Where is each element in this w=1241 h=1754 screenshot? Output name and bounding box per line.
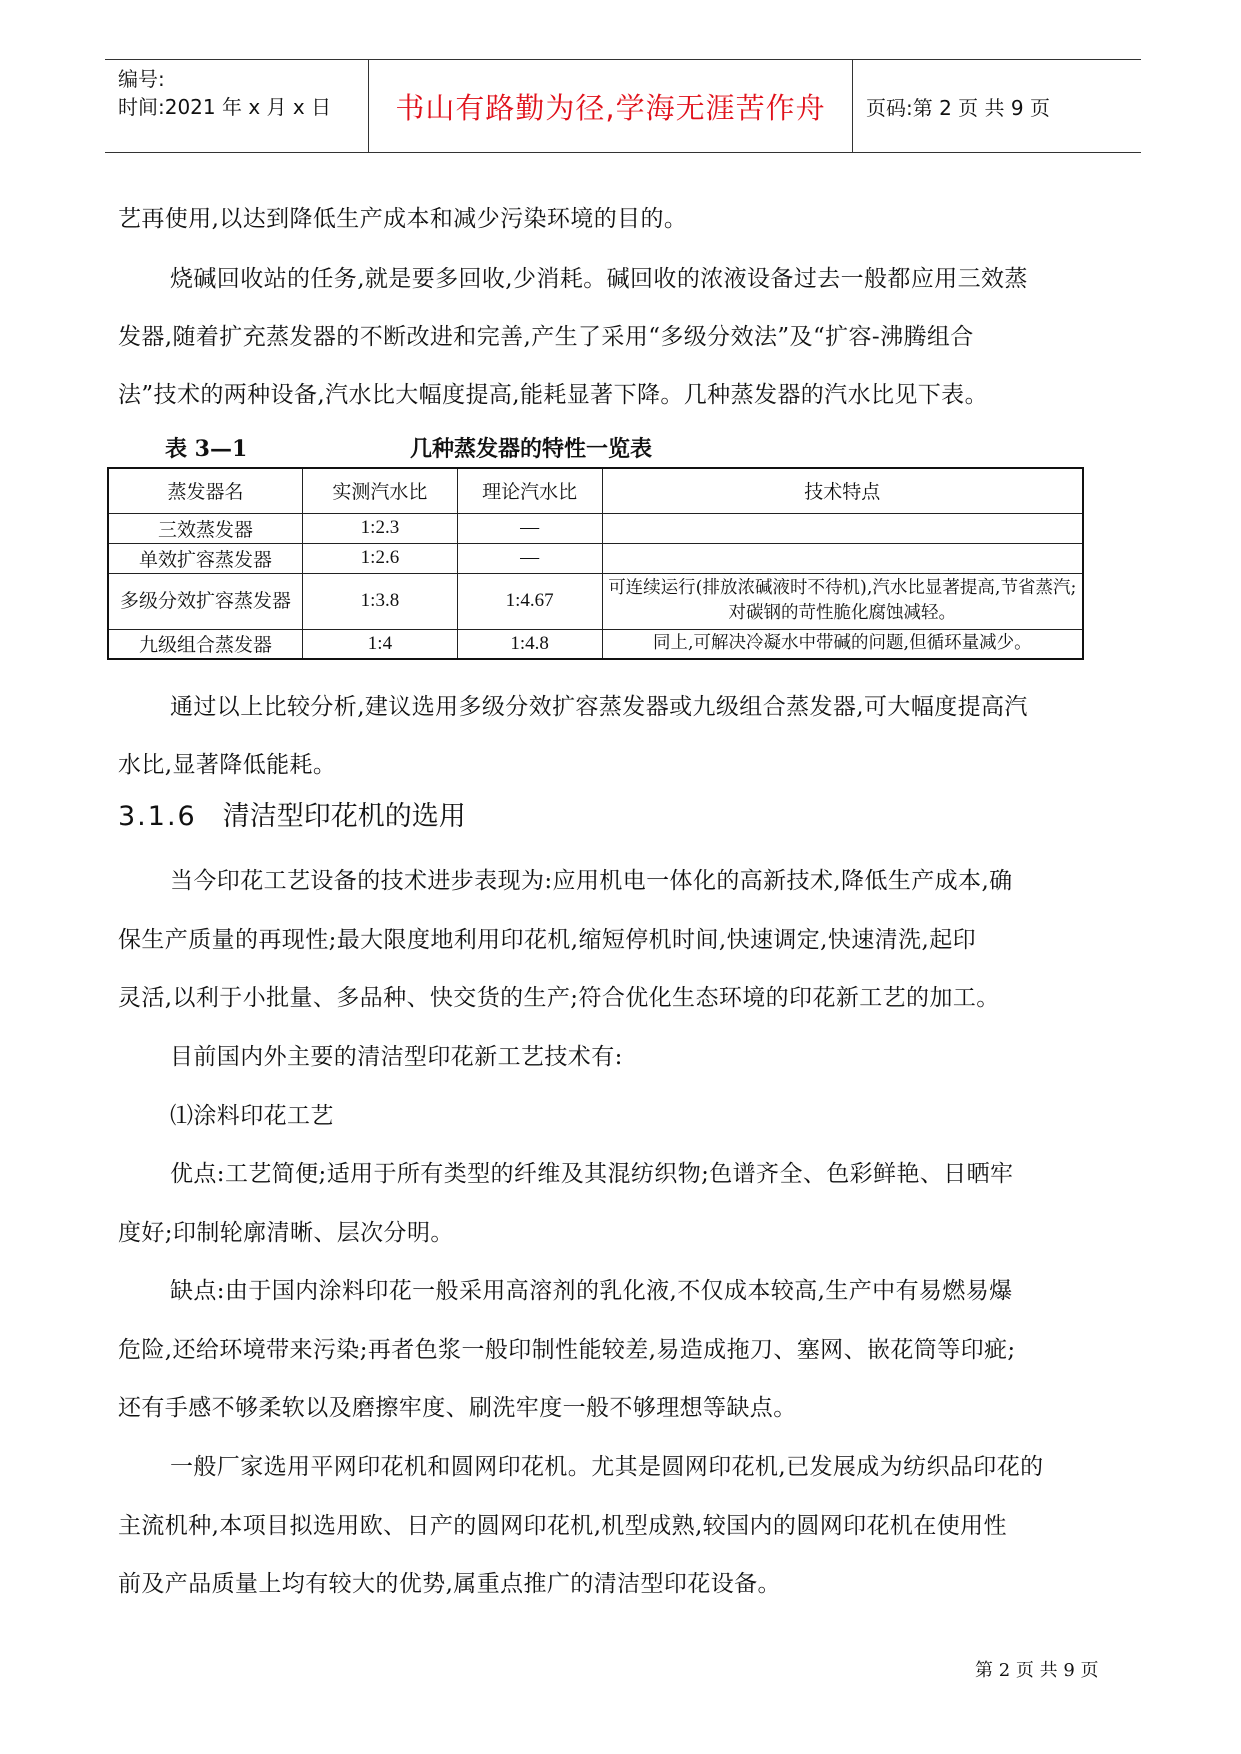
paragraph-line: 还有手感不够柔软以及磨擦牢度、刷洗牢度一般不够理想等缺点。 — [118, 1395, 797, 1421]
table-cell-measured: 1:2.6 — [303, 543, 458, 573]
header-motto: 书山有路勤为径,学海无涯苦作舟 — [395, 90, 826, 125]
table-row — [108, 513, 1083, 543]
paragraph-line: 一般厂家选用平网印花机和圆网印花机。尤其是圆网印花机,已发展成为纺织品印花的 — [170, 1454, 1044, 1480]
paragraph-line: 目前国内外主要的清洁型印花新工艺技术有: — [170, 1044, 623, 1070]
table-cell-features — [602, 543, 1083, 573]
table-cell-name: 多级分效扩容蒸发器 — [108, 573, 303, 629]
evaporator-table — [107, 467, 1084, 660]
section-heading — [118, 794, 466, 833]
page-header — [105, 59, 1141, 153]
document-time-label: 时间:2021 年 x 月 x 日 — [118, 95, 332, 119]
paragraph-line: 危险,还给环境带来污染;再者色浆一般印制性能较差,易造成拖刀、塞网、嵌花筒等印疵; — [118, 1337, 1016, 1363]
paragraph-line: 法”技术的两种设备,汽水比大幅度提高,能耗显著下降。几种蒸发器的汽水比见下表。 — [118, 382, 988, 408]
table-cell-measured: 1:2.3 — [303, 513, 458, 543]
header-page-number: 页码:第 2 页 共 9 页 — [866, 95, 1050, 120]
paragraph-line: 主流机种,本项目拟选用欧、日产的圆网印花机,机型成熟,较国内的圆网印花机在使用性 — [118, 1513, 1007, 1539]
list-item-title: ⑴涂料印花工艺 — [170, 1103, 334, 1129]
table-cell-theoretical: 1:4.8 — [457, 629, 602, 659]
table-cell-name: 九级组合蒸发器 — [108, 629, 303, 659]
table-cell-measured: 1:3.8 — [303, 573, 458, 629]
paragraph-line: 缺点:由于国内涂料印花一般采用高溶剂的乳化液,不仅成本较高,生产中有易燃易爆 — [170, 1278, 1013, 1304]
table-cell-features: 可连续运行(排放浓碱液时不待机),汽水比显著提高,节省蒸汽;对碳钢的苛性脆化腐蚀减轻。 — [602, 573, 1083, 629]
table-cell-theoretical: — — [457, 543, 602, 573]
table-row — [108, 629, 1083, 659]
table-row — [108, 543, 1083, 573]
paragraph-line: 保生产质量的再现性;最大限度地利用印花机,缩短停机时间,快速调定,快速清洗,起印 — [118, 927, 976, 953]
table-cell-theoretical: — — [457, 513, 602, 543]
paragraph-line: 烧碱回收站的任务,就是要多回收,少消耗。碱回收的浓液设备过去一般都应用三效蒸 — [170, 266, 1028, 292]
paragraph-line: 度好;印制轮廓清晰、层次分明。 — [118, 1220, 454, 1246]
table-header-row — [108, 468, 1083, 513]
table-cell-theoretical: 1:4.67 — [457, 573, 602, 629]
paragraph-line: 前及产品质量上均有较大的优势,属重点推广的清洁型印花设备。 — [118, 1571, 781, 1597]
table-cell-features: 同上,可解决冷凝水中带碱的问题,但循环量减少。 — [602, 629, 1083, 659]
paragraph-continuation: 艺再使用,以达到降低生产成本和减少污染环境的目的。 — [118, 206, 688, 232]
table-cell-measured: 1:4 — [303, 629, 458, 659]
table-cell-name: 三效蒸发器 — [108, 513, 303, 543]
paragraph-line: 灵活,以利于小批量、多品种、快交货的生产;符合优化生态环境的印花新工艺的加工。 — [118, 985, 1000, 1011]
table-header-cell: 蒸发器名 — [108, 468, 303, 513]
paragraph-line: 通过以上比较分析,建议选用多级分效扩容蒸发器或九级组合蒸发器,可大幅度提高汽 — [170, 694, 1028, 720]
section-number: 3.1.6 — [118, 801, 197, 832]
section-title: 清洁型印花机的选用 — [222, 801, 466, 832]
table-cell-name: 单效扩容蒸发器 — [108, 543, 303, 573]
table-caption-title: 几种蒸发器的特性一览表 — [410, 436, 653, 462]
table-cell-features — [602, 513, 1083, 543]
table-header-cell: 理论汽水比 — [457, 468, 602, 513]
table-header-cell: 实测汽水比 — [303, 468, 458, 513]
paragraph-line: 发器,随着扩充蒸发器的不断改进和完善,产生了采用“多级分效法”及“扩容-沸腾组合 — [118, 324, 974, 350]
header-page-cell — [853, 60, 1141, 152]
paragraph-line: 当今印花工艺设备的技术进步表现为:应用机电一体化的高新技术,降低生产成本,确 — [170, 868, 1013, 894]
document-number-label: 编号: — [118, 67, 165, 91]
header-motto-cell — [368, 60, 853, 152]
paragraph-line: 优点:工艺简便;适用于所有类型的纤维及其混纺织物;色谱齐全、色彩鲜艳、日晒牢 — [170, 1161, 1014, 1187]
page-footer: 第 2 页 共 9 页 — [975, 1660, 1099, 1681]
table-row — [108, 573, 1083, 629]
paragraph-line: 水比,显著降低能耗。 — [118, 752, 337, 778]
table-header-cell: 技术特点 — [602, 468, 1083, 513]
table-caption-number: 表 3—1 — [165, 436, 248, 462]
header-left-cell — [105, 60, 367, 152]
